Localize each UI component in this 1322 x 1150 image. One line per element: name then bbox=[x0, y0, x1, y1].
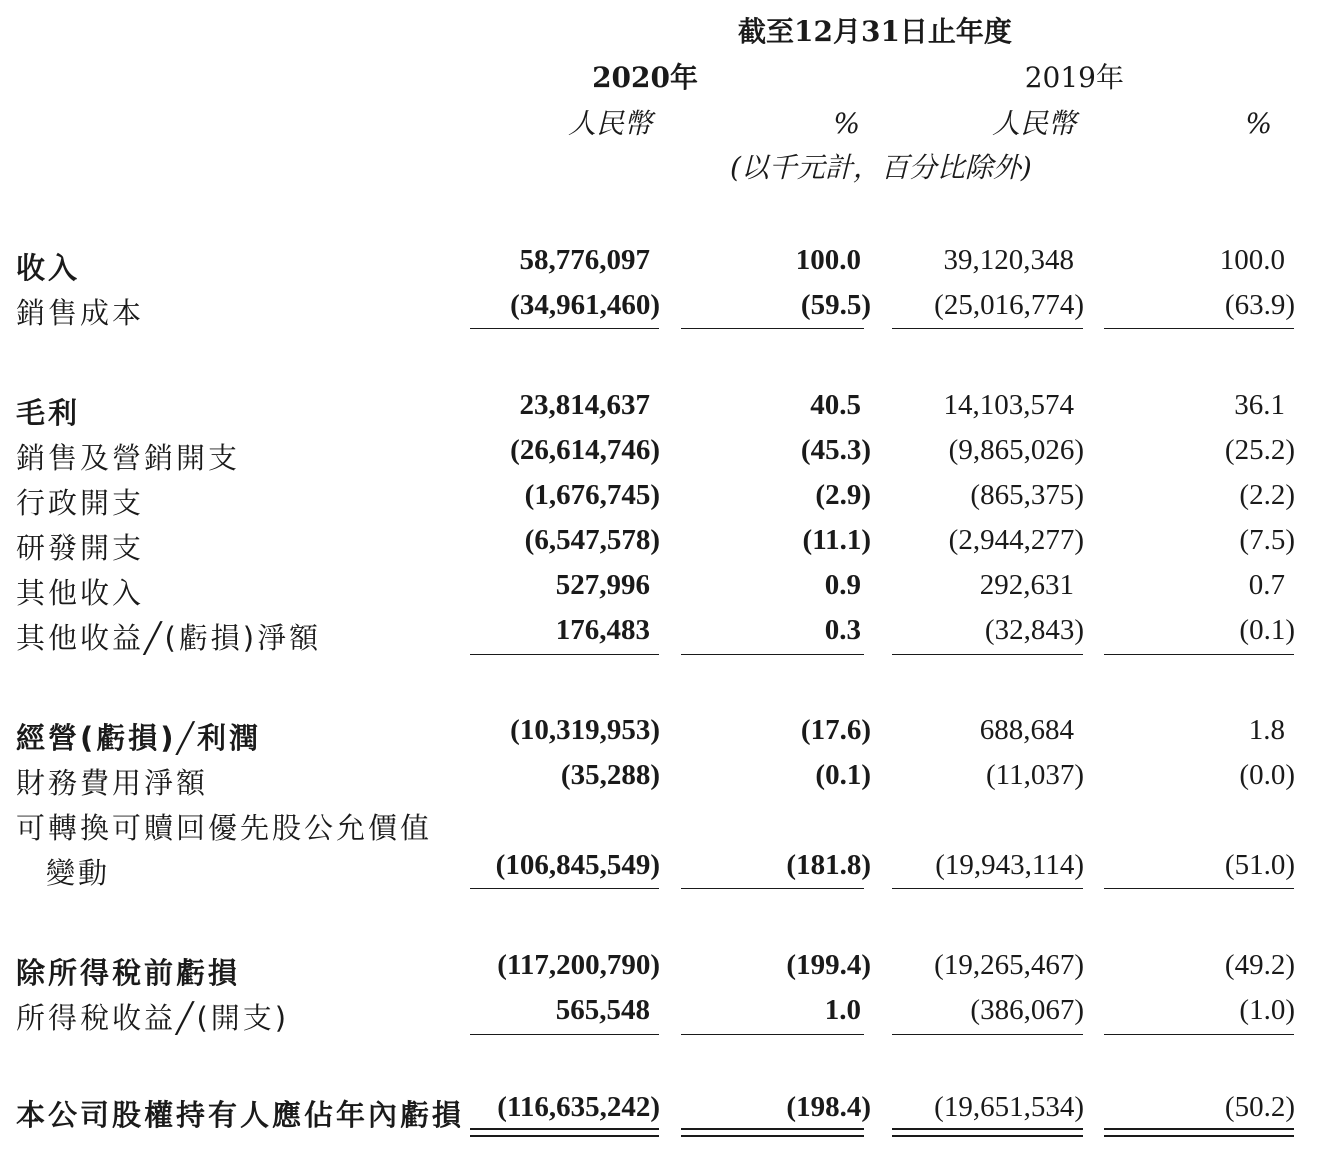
value-2019-rmb: (32,843) bbox=[984, 614, 1084, 646]
row-label: 毛利 bbox=[16, 396, 81, 430]
value-2020-pct: (59.5) bbox=[800, 289, 871, 321]
table-row-finance-costs bbox=[0, 759, 1322, 799]
underline-rule bbox=[470, 654, 659, 655]
year-2019-heading: 2019年 bbox=[1024, 61, 1124, 94]
value-2020-pct: 100.0 bbox=[795, 244, 861, 276]
row-label: 本公司股權持有人應佔年內虧損 bbox=[16, 1098, 465, 1132]
value-2020-rmb: (26,614,746) bbox=[510, 434, 660, 466]
double-underline-rule bbox=[470, 1128, 659, 1130]
value-2020-rmb: (34,961,460) bbox=[510, 289, 660, 321]
value-2020-rmb: 527,996 bbox=[555, 569, 650, 601]
percent-2019-heading: % bbox=[1245, 107, 1272, 140]
row-label: 其他收益╱(虧損)淨額 bbox=[16, 621, 322, 655]
row-label: 收入 bbox=[16, 251, 81, 285]
underline-rule bbox=[1104, 654, 1294, 655]
table-row-other-income bbox=[0, 569, 1322, 609]
double-underline-rule bbox=[470, 1135, 659, 1137]
table-row-loss-attributable bbox=[0, 1091, 1322, 1131]
underline-rule bbox=[892, 1034, 1083, 1035]
table-row-selling-expenses bbox=[0, 434, 1322, 474]
table-row-admin-expenses bbox=[0, 479, 1322, 519]
value-2020-pct: (181.8) bbox=[786, 849, 871, 881]
double-underline-rule bbox=[681, 1128, 864, 1130]
value-2019-rmb: (25,016,774) bbox=[934, 289, 1084, 321]
table-row-income-tax bbox=[0, 994, 1322, 1034]
value-2020-rmb: 58,776,097 bbox=[519, 244, 650, 276]
row-label: 經營(虧損)╱利潤 bbox=[16, 721, 261, 755]
table-row-fair-value-change bbox=[0, 849, 1322, 889]
row-label: 研發開支 bbox=[16, 531, 145, 565]
double-underline-rule bbox=[1104, 1128, 1294, 1130]
underline-rule bbox=[470, 1034, 659, 1035]
underline-rule bbox=[681, 1034, 864, 1035]
underline-rule bbox=[681, 654, 864, 655]
year-2020-heading: 2020年 bbox=[592, 61, 698, 94]
value-2019-pct: 36.1 bbox=[1234, 389, 1285, 421]
value-2020-rmb: 23,814,637 bbox=[519, 389, 650, 421]
period-heading: 截至12月31日止年度 bbox=[738, 15, 1012, 48]
table-row-other-gains bbox=[0, 614, 1322, 654]
row-label: 其他收入 bbox=[16, 576, 145, 610]
value-2020-pct: 0.3 bbox=[824, 614, 861, 646]
table-row-revenue bbox=[0, 244, 1322, 284]
value-2019-pct: (0.0) bbox=[1239, 759, 1295, 791]
row-label: 銷售成本 bbox=[16, 296, 145, 330]
value-2019-pct: (25.2) bbox=[1224, 434, 1295, 466]
value-2019-pct: 0.7 bbox=[1248, 569, 1285, 601]
row-label: 所得稅收益╱(開支) bbox=[16, 1001, 290, 1035]
row-label: 可轉換可贖回優先股公允價值 bbox=[16, 811, 433, 845]
value-2019-pct: (49.2) bbox=[1224, 949, 1295, 981]
table-row-cost-of-sales bbox=[0, 289, 1322, 329]
value-2020-pct: (17.6) bbox=[800, 714, 871, 746]
table-row-gross-profit bbox=[0, 389, 1322, 429]
value-2019-rmb: 14,103,574 bbox=[943, 389, 1074, 421]
underline-rule bbox=[470, 888, 659, 889]
value-2020-pct: (45.3) bbox=[800, 434, 871, 466]
double-underline-rule bbox=[892, 1128, 1083, 1130]
row-label: 財務費用淨額 bbox=[16, 766, 209, 800]
table-row-fair-value-label bbox=[0, 804, 1322, 844]
value-2019-rmb: (11,037) bbox=[986, 759, 1084, 791]
underline-rule bbox=[892, 654, 1083, 655]
value-2020-rmb: 565,548 bbox=[555, 994, 650, 1026]
value-2020-rmb: (116,635,242) bbox=[497, 1091, 660, 1123]
value-2019-rmb: (19,943,114) bbox=[935, 849, 1084, 881]
table-row-loss-before-tax bbox=[0, 949, 1322, 989]
row-label: 銷售及營銷開支 bbox=[16, 441, 241, 475]
value-2019-pct: (63.9) bbox=[1224, 289, 1295, 321]
value-2020-rmb: (35,288) bbox=[560, 759, 660, 791]
underline-rule bbox=[681, 328, 864, 329]
value-2019-rmb: 39,120,348 bbox=[943, 244, 1074, 276]
value-2019-rmb: 688,684 bbox=[979, 714, 1074, 746]
underline-rule bbox=[1104, 328, 1294, 329]
value-2019-rmb: (2,944,277) bbox=[948, 524, 1084, 556]
value-2019-rmb: 292,631 bbox=[979, 569, 1074, 601]
underline-rule bbox=[1104, 1034, 1294, 1035]
value-2020-pct: 1.0 bbox=[824, 994, 861, 1026]
value-2020-rmb: (117,200,790) bbox=[497, 949, 660, 981]
value-2019-pct: (1.0) bbox=[1239, 994, 1295, 1026]
unit-note: (以千元計，百分比除外) bbox=[730, 151, 1032, 184]
currency-2020-heading: 人民幣 bbox=[567, 107, 652, 140]
underline-rule bbox=[681, 888, 864, 889]
value-2020-pct: (198.4) bbox=[786, 1091, 871, 1123]
value-2020-pct: 0.9 bbox=[824, 569, 861, 601]
table-row-operating-result bbox=[0, 714, 1322, 754]
value-2019-pct: (2.2) bbox=[1239, 479, 1295, 511]
value-2019-pct: (51.0) bbox=[1224, 849, 1295, 881]
value-2019-rmb: (19,651,534) bbox=[934, 1091, 1084, 1123]
value-2020-pct: 40.5 bbox=[810, 389, 861, 421]
value-2019-pct: (7.5) bbox=[1239, 524, 1295, 556]
table-row-rd-expenses bbox=[0, 524, 1322, 564]
value-2019-rmb: (9,865,026) bbox=[948, 434, 1084, 466]
value-2020-rmb: (1,676,745) bbox=[524, 479, 660, 511]
double-underline-rule bbox=[681, 1135, 864, 1137]
value-2019-rmb: (865,375) bbox=[970, 479, 1084, 511]
value-2020-rmb: (106,845,549) bbox=[495, 849, 660, 881]
value-2020-pct: (11.1) bbox=[802, 524, 871, 556]
double-underline-rule bbox=[1104, 1135, 1294, 1137]
value-2019-rmb: (19,265,467) bbox=[934, 949, 1084, 981]
underline-rule bbox=[892, 328, 1083, 329]
row-label: 除所得稅前虧損 bbox=[16, 956, 241, 990]
underline-rule bbox=[1104, 888, 1294, 889]
underline-rule bbox=[470, 328, 659, 329]
underline-rule bbox=[892, 888, 1083, 889]
value-2020-pct: (2.9) bbox=[815, 479, 871, 511]
value-2020-rmb: 176,483 bbox=[555, 614, 650, 646]
value-2020-pct: (0.1) bbox=[815, 759, 871, 791]
value-2019-pct: (50.2) bbox=[1224, 1091, 1295, 1123]
value-2020-pct: (199.4) bbox=[786, 949, 871, 981]
currency-2019-heading: 人民幣 bbox=[991, 107, 1076, 140]
row-label: 行政開支 bbox=[16, 486, 145, 520]
value-2020-rmb: (6,547,578) bbox=[524, 524, 660, 556]
value-2019-pct: 100.0 bbox=[1219, 244, 1285, 276]
value-2019-pct: (0.1) bbox=[1239, 614, 1295, 646]
value-2019-pct: 1.8 bbox=[1248, 714, 1285, 746]
value-2020-rmb: (10,319,953) bbox=[510, 714, 660, 746]
row-label: 變動 bbox=[46, 856, 111, 890]
double-underline-rule bbox=[892, 1135, 1083, 1137]
value-2019-rmb: (386,067) bbox=[970, 994, 1084, 1026]
percent-2020-heading: % bbox=[833, 107, 860, 140]
